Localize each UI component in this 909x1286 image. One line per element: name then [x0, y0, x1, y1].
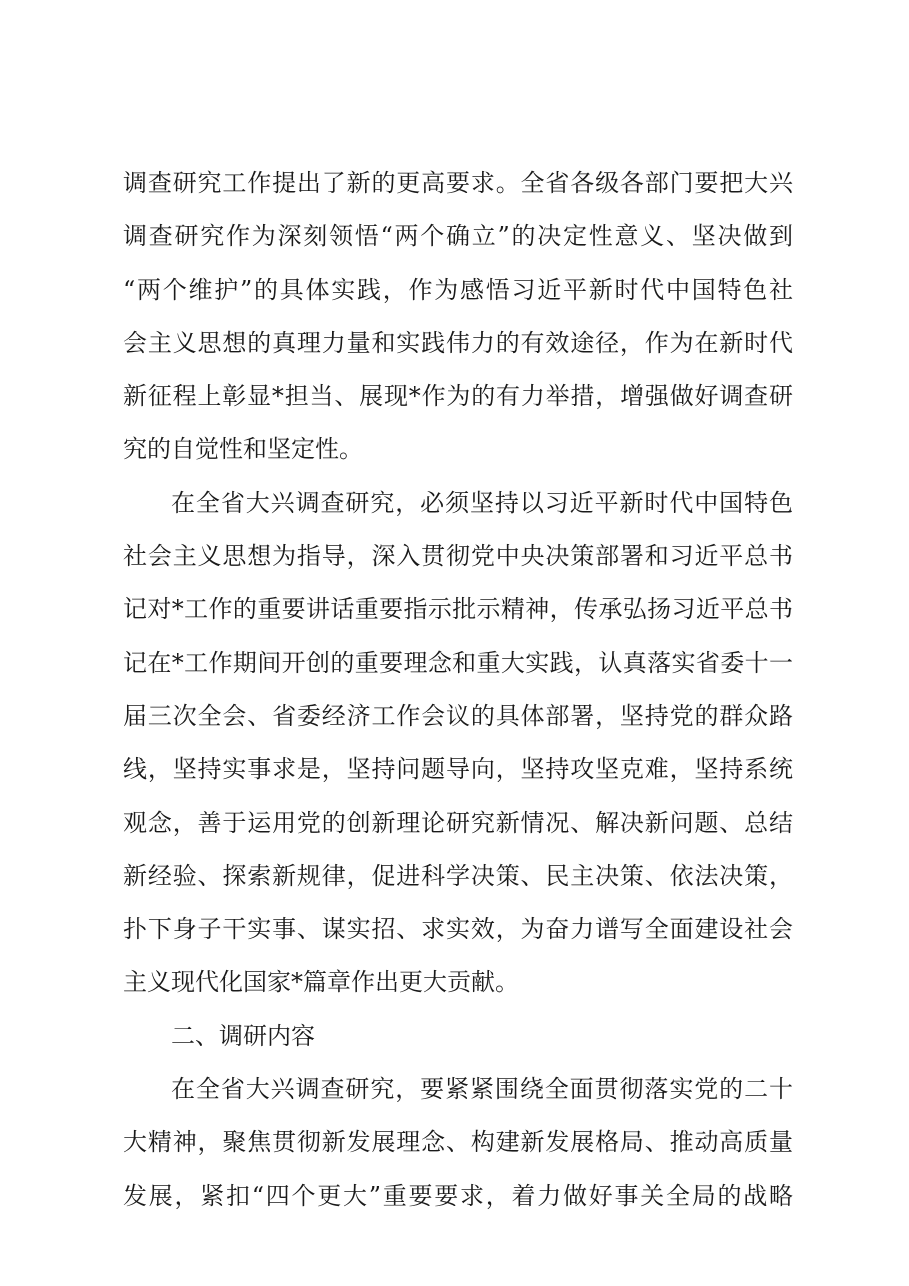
section-heading-text: 二、调研内容 — [171, 1021, 315, 1050]
text-line: 记在*工作期间开创的重要理念和重大实践，认真落实省委十一 — [123, 648, 793, 677]
text-line: 在全省大兴调查研究，必须坚持以习近平新时代中国特色 — [171, 488, 793, 517]
text-line: 届三次全会、省委经济工作会议的具体部署，坚持党的群众路 — [123, 701, 793, 730]
text-line: 发展，紧扣“四个更大”重要要求，着力做好事关全局的战略 — [123, 1181, 793, 1210]
text-line: 线，坚持实事求是，坚持问题导向，坚持攻坚克难，坚持系统 — [123, 755, 793, 784]
text-line: 新经验、探索新规律，促进科学决策、民主决策、依法决策， — [123, 861, 793, 890]
text-line: 社会主义思想为指导，深入贯彻党中央决策部署和习近平总书 — [123, 542, 793, 571]
text-line: 大精神，聚焦贯彻新发展理念、构建新发展格局、推动高质量 — [123, 1128, 793, 1157]
text-line: 新征程上彰显*担当、展现*作为的有力举措，增强做好调查研 — [123, 382, 793, 411]
text-line: 主义现代化国家*篇章作出更大贡献。 — [123, 968, 519, 997]
section-heading — [123, 1010, 793, 1063]
text-line: 调查研究作为深刻领悟“两个确立”的决定性意义、坚决做到 — [123, 222, 793, 251]
text-line: 调查研究工作提出了新的更高要求。全省各级各部门要把大兴 — [123, 169, 793, 197]
text-line: 扑下身子干实事、谋实招、求实效，为奋力谱写全面建设社会 — [123, 915, 793, 944]
paragraph-2 — [123, 477, 793, 1010]
text-line: 观念，善于运用党的创新理论研究新情况、解决新问题、总结 — [123, 808, 793, 837]
text-line: “两个维护”的具体实践，作为感悟习近平新时代中国特色社 — [123, 275, 793, 304]
text-line: 记对*工作的重要讲话重要指示批示精神，传承弘扬习近平总书 — [123, 595, 793, 624]
text-line: 会主义思想的真理力量和实践伟力的有效途径，作为在新时代 — [123, 328, 793, 357]
text-line: 究的自觉性和坚定性。 — [123, 435, 363, 464]
paragraph-1 — [123, 157, 793, 477]
text-line: 在全省大兴调查研究，要紧紧围绕全面贯彻落实党的二十 — [171, 1075, 793, 1104]
document-body — [123, 157, 793, 1223]
paragraph-3 — [123, 1063, 793, 1223]
